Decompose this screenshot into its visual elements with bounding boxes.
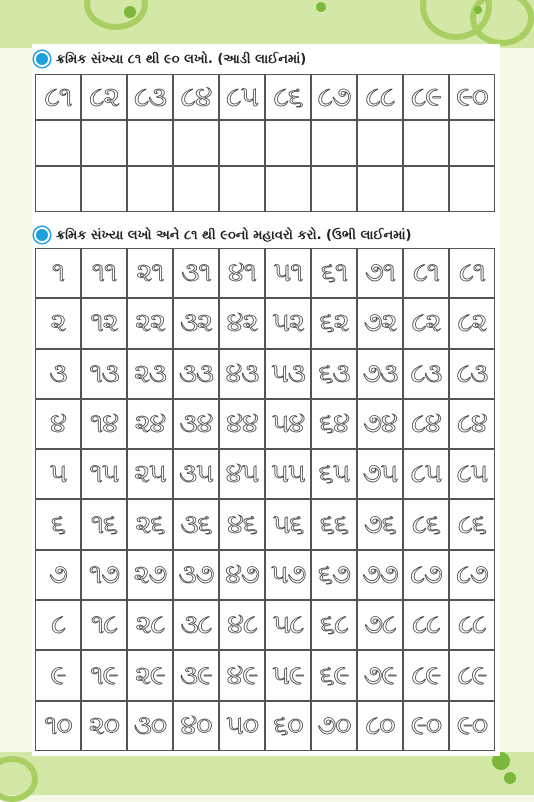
tracing-cell: ૫ xyxy=(35,449,81,499)
tracing-cell: ૪૮ xyxy=(219,600,265,650)
tracing-cell: ૮૫ xyxy=(219,74,265,120)
empty-writing-cell xyxy=(265,120,311,166)
tracing-cell: ૮૨ xyxy=(403,298,449,348)
empty-writing-cell xyxy=(311,166,357,212)
empty-writing-cell xyxy=(35,166,81,212)
empty-writing-cell xyxy=(265,166,311,212)
tracing-cell: ૭૧ xyxy=(357,248,403,298)
tracing-cell: ૮૬ xyxy=(449,499,495,549)
tracing-cell: ૨૪ xyxy=(127,399,173,449)
practice-grid-horizontal xyxy=(35,74,495,212)
tracing-cell: ૬૭ xyxy=(311,550,357,600)
tracing-cell: ૫૩ xyxy=(265,349,311,399)
section2-heading xyxy=(34,224,412,246)
tracing-cell: ૩૩ xyxy=(173,349,219,399)
tracing-cell: ૩૨ xyxy=(173,298,219,348)
tracing-cell: ૮૩ xyxy=(127,74,173,120)
tracing-cell: ૬૪ xyxy=(311,399,357,449)
tracing-cell: ૮૧ xyxy=(449,248,495,298)
tracing-cell: ૬૨ xyxy=(311,298,357,348)
tracing-cell: ૫૪ xyxy=(265,399,311,449)
tracing-cell: ૫૮ xyxy=(265,600,311,650)
tracing-cell: ૨૧ xyxy=(127,248,173,298)
tracing-cell: ૯૦ xyxy=(449,701,495,751)
empty-writing-cell xyxy=(127,120,173,166)
empty-writing-cell xyxy=(81,166,127,212)
tracing-cell: ૮૭ xyxy=(449,550,495,600)
practice-grid-vertical xyxy=(35,248,495,751)
tracing-cell: ૪૯ xyxy=(219,650,265,700)
tracing-cell: ૩ xyxy=(35,349,81,399)
tracing-cell: ૮૬ xyxy=(265,74,311,120)
tracing-cell: ૬૬ xyxy=(311,499,357,549)
tracing-cell: ૧૯ xyxy=(81,650,127,700)
dot-decoration xyxy=(504,772,516,784)
tracing-cell: ૫૧ xyxy=(265,248,311,298)
tracing-cell: ૭૬ xyxy=(357,499,403,549)
tracing-cell: ૮૪ xyxy=(173,74,219,120)
empty-writing-cell xyxy=(173,166,219,212)
tracing-cell: ૮૮ xyxy=(403,600,449,650)
empty-writing-cell xyxy=(403,120,449,166)
empty-writing-cell xyxy=(127,166,173,212)
tracing-cell: ૭૭ xyxy=(357,550,403,600)
tracing-cell: ૭૨ xyxy=(357,298,403,348)
tracing-cell: ૮૪ xyxy=(449,399,495,449)
dot-decoration xyxy=(124,6,136,18)
tracing-cell: ૮૮ xyxy=(357,74,403,120)
tracing-cell: ૪ xyxy=(35,399,81,449)
tracing-cell: ૧૩ xyxy=(81,349,127,399)
tracing-cell: ૬૯ xyxy=(311,650,357,700)
tracing-cell: ૮૨ xyxy=(449,298,495,348)
tracing-cell: ૩૭ xyxy=(173,550,219,600)
tracing-cell: ૫૦ xyxy=(219,701,265,751)
tracing-cell: ૮૩ xyxy=(449,349,495,399)
tracing-cell: ૯૦ xyxy=(449,74,495,120)
tracing-cell: ૬૮ xyxy=(311,600,357,650)
tracing-cell: ૨૩ xyxy=(127,349,173,399)
empty-writing-cell xyxy=(173,120,219,166)
tracing-cell: ૧૬ xyxy=(81,499,127,549)
empty-writing-cell xyxy=(449,166,495,212)
tracing-cell: ૬૦ xyxy=(265,701,311,751)
tracing-cell: ૮૫ xyxy=(449,449,495,499)
tracing-cell: ૩૫ xyxy=(173,449,219,499)
empty-writing-cell xyxy=(449,120,495,166)
tracing-cell: ૭૫ xyxy=(357,449,403,499)
tracing-cell: ૧૦ xyxy=(35,701,81,751)
tracing-cell: ૬ xyxy=(35,499,81,549)
tracing-cell: ૩૬ xyxy=(173,499,219,549)
dot-decoration xyxy=(316,2,326,12)
tracing-cell: ૪૩ xyxy=(219,349,265,399)
tracing-cell: ૮૮ xyxy=(449,600,495,650)
tracing-cell: ૧૨ xyxy=(81,298,127,348)
tracing-cell: ૨૨ xyxy=(127,298,173,348)
bullet-icon xyxy=(34,227,50,243)
tracing-cell: ૪૦ xyxy=(173,701,219,751)
tracing-cell: ૫૭ xyxy=(265,550,311,600)
tracing-cell: ૭૮ xyxy=(357,600,403,650)
tracing-cell: ૫૫ xyxy=(265,449,311,499)
tracing-cell: ૧૧ xyxy=(81,248,127,298)
tracing-cell: ૪૫ xyxy=(219,449,265,499)
tracing-cell: ૨૮ xyxy=(127,600,173,650)
tracing-cell: ૮૯ xyxy=(449,650,495,700)
empty-writing-cell xyxy=(311,120,357,166)
empty-writing-cell xyxy=(81,120,127,166)
empty-writing-cell xyxy=(357,120,403,166)
bottom-border-decoration xyxy=(0,752,534,795)
tracing-cell: ૧૭ xyxy=(81,550,127,600)
empty-writing-cell xyxy=(35,120,81,166)
tracing-cell: ૫૬ xyxy=(265,499,311,549)
tracing-cell: ૬૩ xyxy=(311,349,357,399)
tracing-cell: ૩૯ xyxy=(173,650,219,700)
empty-writing-cell xyxy=(403,166,449,212)
section1-heading xyxy=(34,48,306,70)
tracing-cell: ૩૮ xyxy=(173,600,219,650)
section2-title: ક્રમિક સંખ્યા લખો અને ૮૧ થી ૯૦નો મહાવરો કરો. (ઉભી લાઈનમાં) xyxy=(56,227,412,243)
tracing-cell: ૪૨ xyxy=(219,298,265,348)
tracing-cell: ૨૭ xyxy=(127,550,173,600)
tracing-cell: ૭૪ xyxy=(357,399,403,449)
tracing-cell: ૩૧ xyxy=(173,248,219,298)
empty-writing-cell xyxy=(219,166,265,212)
empty-writing-cell xyxy=(219,120,265,166)
tracing-cell: ૨૬ xyxy=(127,499,173,549)
tracing-cell: ૨૦ xyxy=(81,701,127,751)
tracing-cell: ૫૨ xyxy=(265,298,311,348)
tracing-cell: ૮૦ xyxy=(357,701,403,751)
tracing-cell: ૮૧ xyxy=(403,248,449,298)
tracing-cell: ૨૫ xyxy=(127,449,173,499)
empty-writing-cell xyxy=(357,166,403,212)
tracing-cell: ૪૭ xyxy=(219,550,265,600)
tracing-cell: ૮૫ xyxy=(403,449,449,499)
tracing-cell: ૭૦ xyxy=(311,701,357,751)
tracing-cell: ૧ xyxy=(35,248,81,298)
tracing-cell: ૩૪ xyxy=(173,399,219,449)
tracing-cell: ૮૯ xyxy=(403,650,449,700)
tracing-cell: ૮૯ xyxy=(403,74,449,120)
tracing-cell: ૯૦ xyxy=(403,701,449,751)
tracing-cell: ૮૭ xyxy=(311,74,357,120)
tracing-cell: ૮૪ xyxy=(403,399,449,449)
tracing-cell: ૪૪ xyxy=(219,399,265,449)
dot-decoration xyxy=(474,6,482,14)
section1-title: ક્રમિક સંખ્યા ૮૧ થી ૯૦ લખો. (આડી લાઈનમાં) xyxy=(56,51,307,67)
tracing-cell: ૭૯ xyxy=(357,650,403,700)
tracing-cell: ૮૩ xyxy=(403,349,449,399)
tracing-cell: ૮૭ xyxy=(403,550,449,600)
tracing-cell: ૨ xyxy=(35,298,81,348)
tracing-cell: ૭ xyxy=(35,550,81,600)
tracing-cell: ૯ xyxy=(35,650,81,700)
tracing-cell: ૧૫ xyxy=(81,449,127,499)
tracing-cell: ૬૫ xyxy=(311,449,357,499)
tracing-cell: ૮ xyxy=(35,600,81,650)
tracing-cell: ૩૦ xyxy=(127,701,173,751)
bullet-icon xyxy=(34,51,50,67)
tracing-cell: ૧૮ xyxy=(81,600,127,650)
tracing-cell: ૫૯ xyxy=(265,650,311,700)
tracing-cell: ૪૬ xyxy=(219,499,265,549)
tracing-cell: ૮૨ xyxy=(81,74,127,120)
tracing-cell: ૮૬ xyxy=(403,499,449,549)
tracing-cell: ૪૧ xyxy=(219,248,265,298)
tracing-cell: ૭૩ xyxy=(357,349,403,399)
tracing-cell: ૧૪ xyxy=(81,399,127,449)
tracing-cell: ૬૧ xyxy=(311,248,357,298)
tracing-cell: ૨૯ xyxy=(127,650,173,700)
tracing-cell: ૮૧ xyxy=(35,74,81,120)
